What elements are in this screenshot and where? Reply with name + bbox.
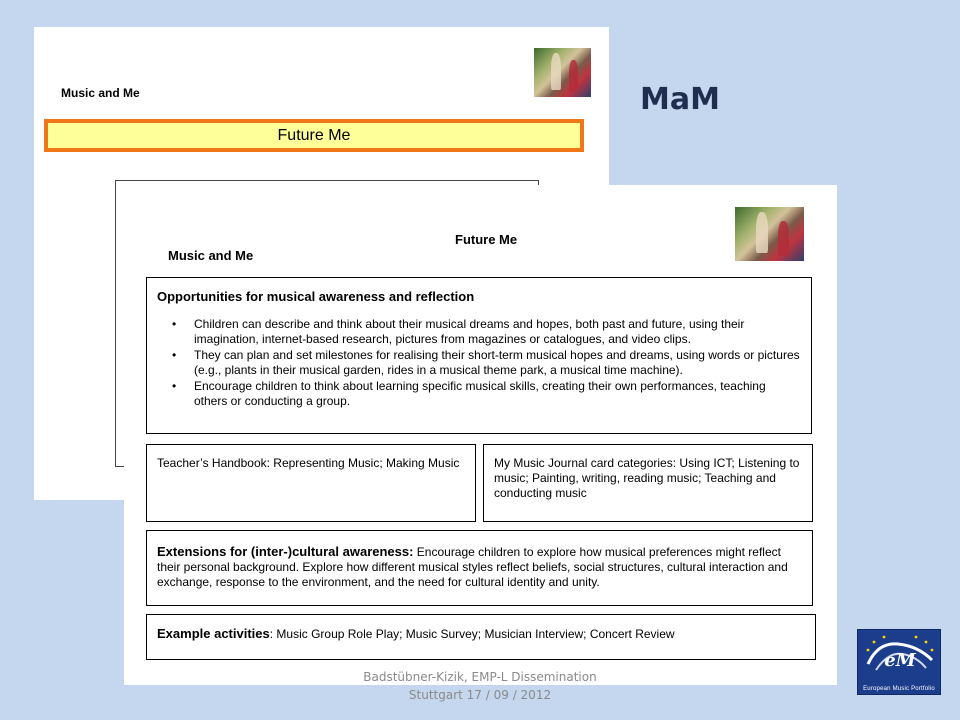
footer [300,668,660,704]
opportunities-list [157,317,801,409]
opportunities-title: Opportunities for musical awareness and reflection [157,289,475,304]
front-page-header: Music and Me [168,248,254,263]
list-item: • Children can describe and think about their musical dreams and hopes, both past and future, using their imagination, internet-based research, pictures from magazines or catalogues, and video clips. [194,317,801,347]
examples-label: Example activities [157,626,270,641]
handbook-box: Teacher’s Handbook: Representing Music; Making Music [146,444,476,522]
examples-text: : Music Group Role Play; Music Survey; Musician Interview; Concert Review [269,627,675,641]
svg-text:eM: eM [884,650,916,671]
footer-line-2: Stuttgart 17 / 09 / 2012 [408,688,552,702]
journal-box: My Music Journal card categories: Using ICT; Listening to music; Painting, writing, reading music; Teaching and conducting music [483,444,813,522]
future-me-banner: Future Me [44,119,584,152]
list-item: • Encourage children to think about learning specific musical skills, creating their own performances, teaching others or conducting a group. [194,379,801,409]
extensions-text: Encourage children to explore how musical preferences might reflect their personal background. Explore how different musical styles reflect beliefs, social structures, cultural interaction and exchange, response to the environment, and the need for cultural identity and unity. [157,545,788,589]
extensions-label: Extensions for (inter-)cultural awareness: [157,544,414,559]
footer-line-1: Badstübner-Kizik, EMP-L Dissemination [363,670,597,684]
extensions-box [146,530,813,606]
list-item: • They can plan and set milestones for realising their short-term musical hopes and dreams, using words or pictures (e.g., plants in their musical garden, rides in a musical theme park, a musical time machine). [194,348,801,378]
front-page-subtitle: Future Me [455,232,518,247]
opportunities-box [146,277,812,434]
examples-box [146,614,816,660]
children-photo [735,207,804,261]
back-page-header: Music and Me [61,86,140,100]
logo-caption: European Music Portfolio [863,686,935,692]
emp-logo [857,629,941,695]
front-page [124,185,837,685]
children-photo [534,48,591,97]
slide-title: MaM [640,82,720,117]
